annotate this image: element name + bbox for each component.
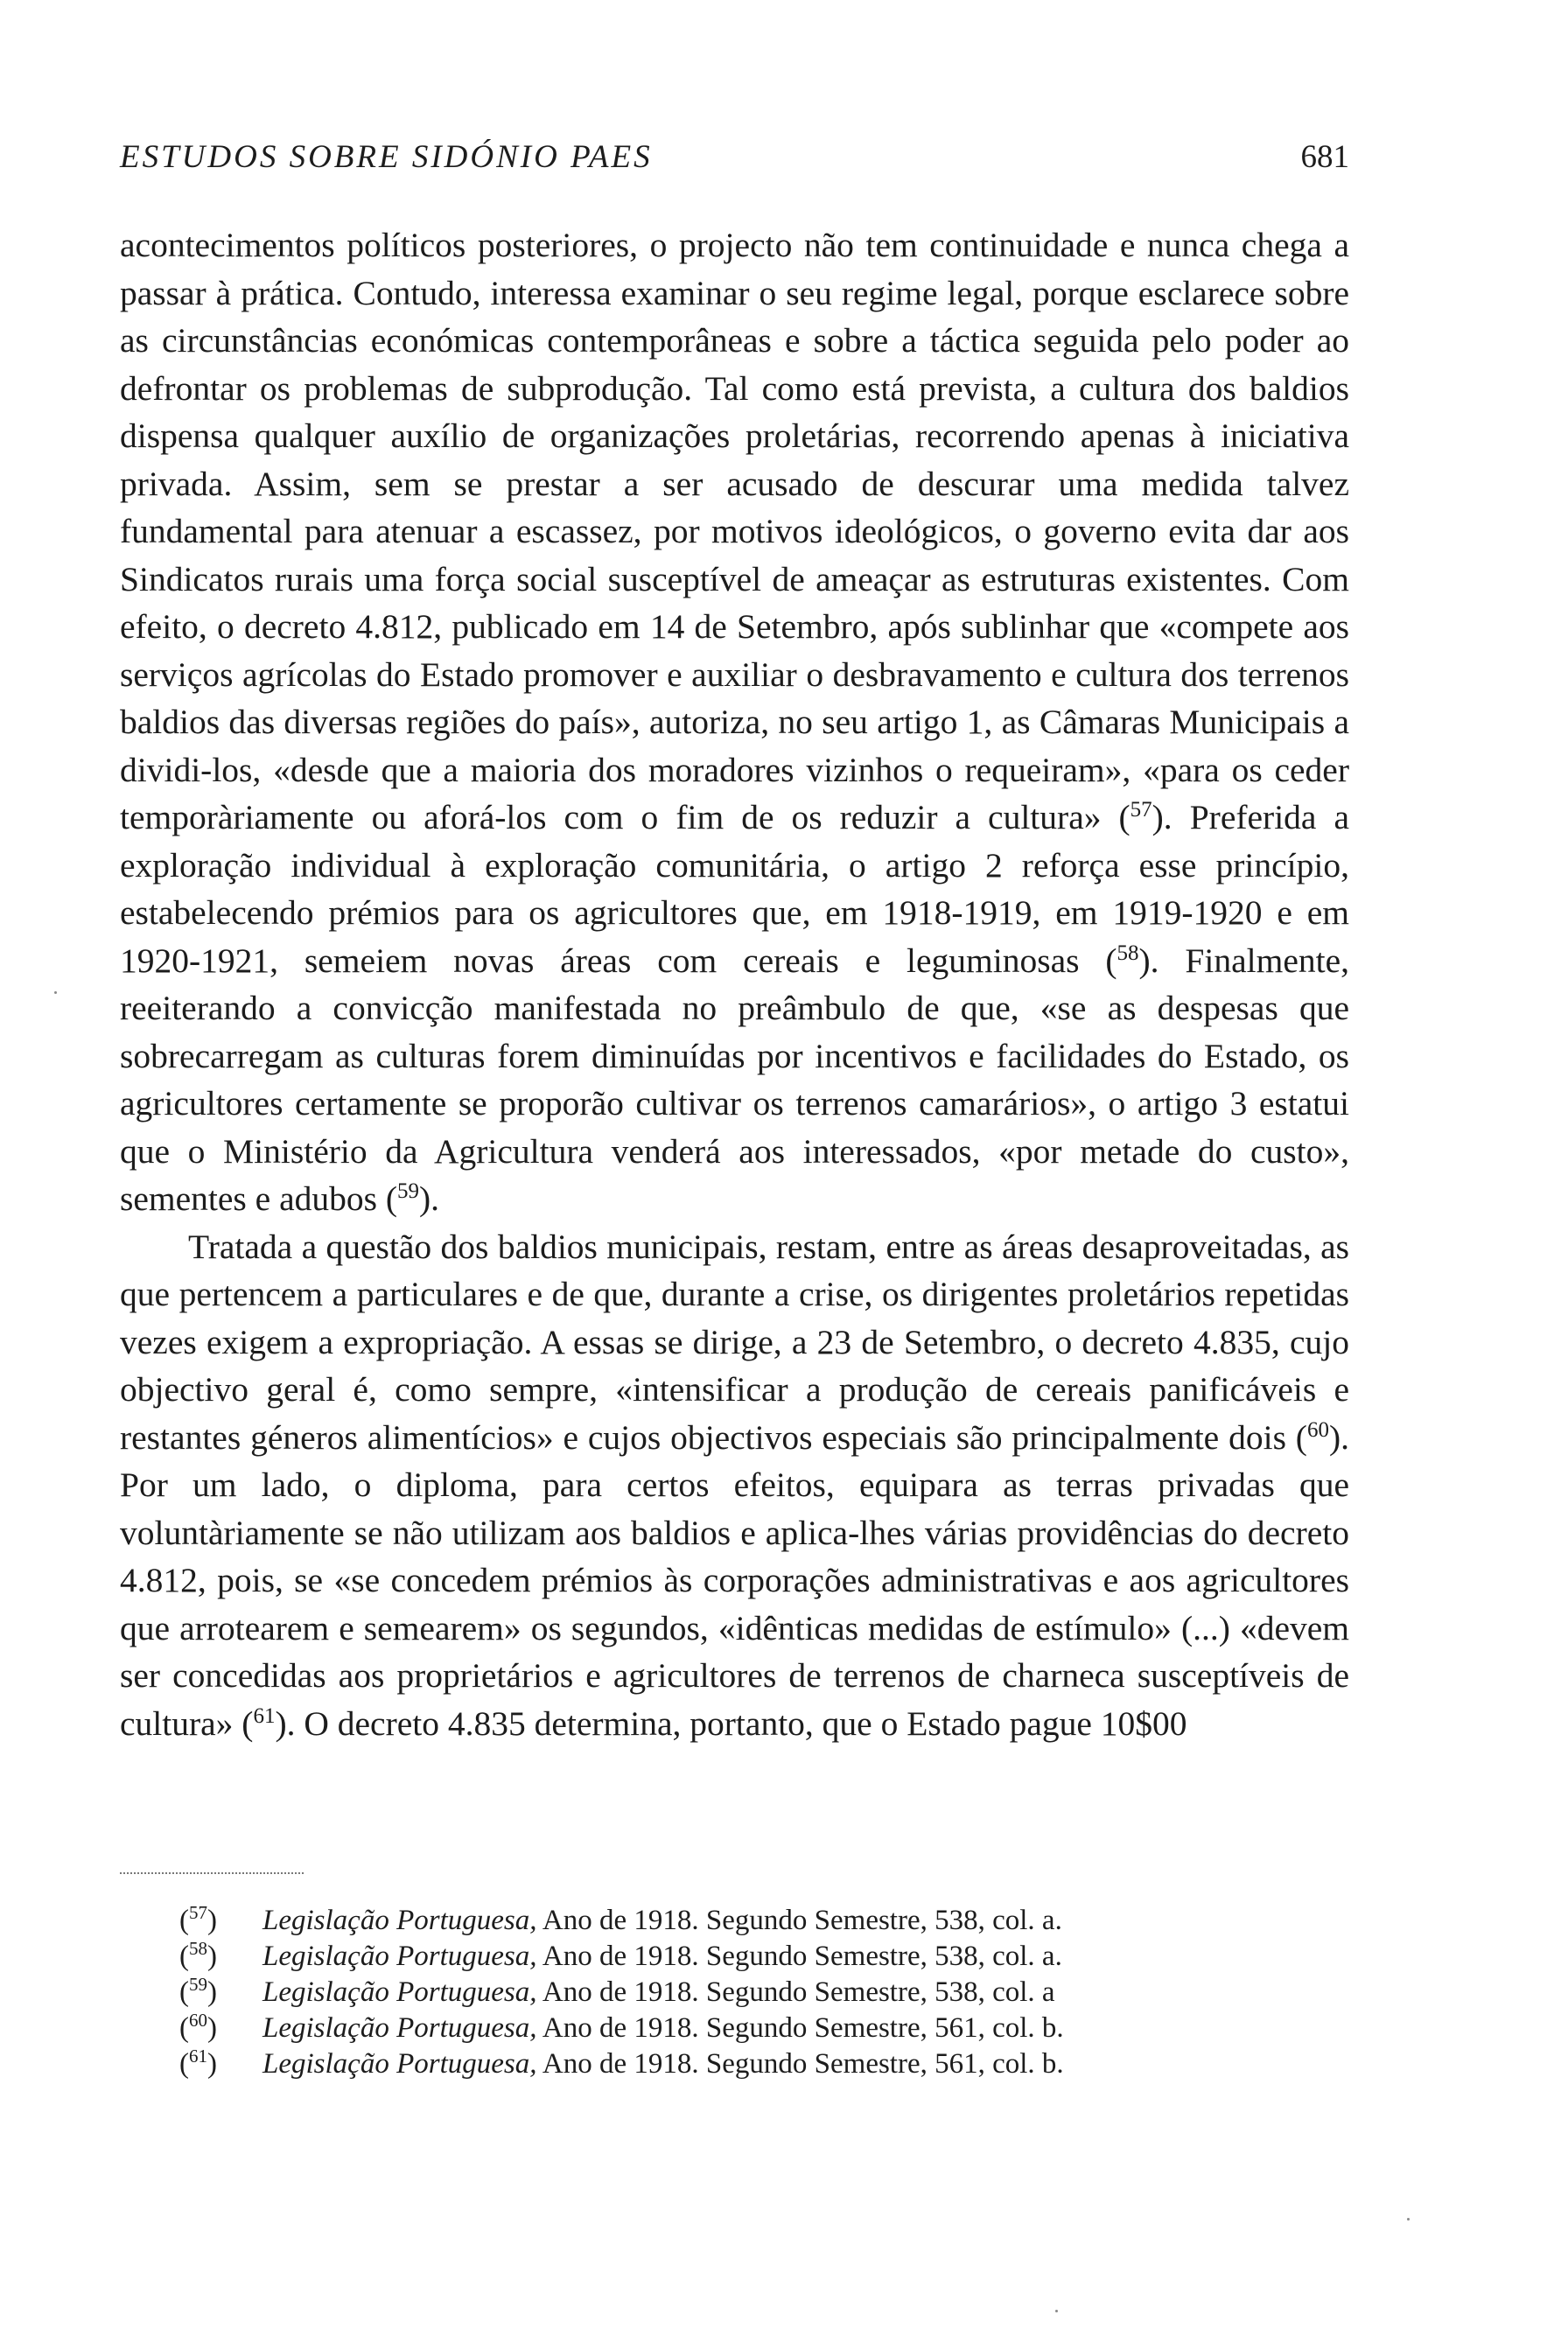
footnote-text: Ano de 1918. Segundo Semestre, 538, col. a. [542, 1905, 1062, 1936]
text-run: acontecimentos políticos posteriores, o projecto não tem continuidade e nunca chega a passar à prática. Contudo, interessa examinar o seu regime legal, porque esclarece sobre as circunstâncias económicas contemporâneas e sobre a táctica seguida pelo poder ao defrontar os problemas de subprodução. Tal como está prevista, a cultura dos baldios dispensa qualquer auxílio de organizações proletárias, recorrendo apenas à iniciativa privada. Assim, sem se prestar a ser acusado de descurar uma medida talvez fundamental para atenuar a escassez, por motivos ideológicos, o governo evita dar aos Sindicatos rurais uma força social susceptível de ameaçar as estruturas existentes. Com efeito, o decreto 4.812, publicado em 14 de Setembro, após sublinhar que «compete aos serviços agrícolas do Estado promover e auxiliar o desbravamento e cultura dos terrenos baldios das diversas regiões do país», autoriza, no seu artigo 1, as Câmaras Municipais a dividi-los, «desde que a maioria dos moradores vizinhos o requeiram», «para os ceder temporàriamente ou aforá-los com o fim de os reduzir a cultura» ( [120, 226, 1349, 836]
footnote [179, 2011, 1317, 2046]
footnote-reference: 61 [253, 1703, 276, 1728]
footnote-source: Legislação Portuguesa, [262, 2012, 537, 2044]
footnote-reference: 59 [397, 1178, 420, 1203]
paragraph [120, 1223, 1349, 1748]
footnote-text: Ano de 1918. Segundo Semestre, 561, col. b. [542, 2012, 1064, 2044]
footnote-number-value: 61 [189, 2046, 207, 2067]
text-run: ). [419, 1179, 440, 1218]
footnote-number: ($^{61}$) [179, 2046, 217, 2080]
scan-speck [1407, 2218, 1410, 2221]
scan-speck [1055, 2310, 1058, 2312]
footnote [179, 1903, 1317, 1939]
footnote-source: Legislação Portuguesa, [262, 1905, 537, 1936]
footnote-number: ($^{59}$) [179, 1974, 217, 2008]
text-run: ). Por um lado, o diploma, para certos efeitos, equipara as terras privadas que voluntàriamente se não utilizam aos baldios e aplica-lhes várias providências do decreto 4.812, pois, se «se concedem prémios às corporações administrativas e aos agricultores que arrotearem e semearem» os segundos, «idênticas medidas de estímulo» (...) «devem ser concedidas aos proprietários e agricultores de terrenos de charneca susceptíveis de cultura» ( [120, 1417, 1349, 1743]
footnote-number: ($^{58}$) [179, 1938, 217, 1972]
page-header [120, 138, 1349, 182]
text-run: ). O decreto 4.835 determina, portanto, que o Estado pague 10$00 [275, 1703, 1187, 1743]
footnote [179, 2046, 1317, 2082]
footnote-reference: 57 [1130, 797, 1152, 822]
text-run: ). Preferida a exploração individual à exploração comunitária, o artigo 2 reforça esse princípio, estabelecendo prémios para os agricultores que, em 1918-1919, em 1919-1920 e em 1920-1921, semeiem novas áreas com cereais e leguminosas ( [120, 798, 1350, 980]
footnote-number-value: 58 [189, 1938, 207, 1959]
footnote-number-value: 60 [189, 2010, 207, 2031]
footnote-number: ($^{57}$) [179, 1902, 217, 1936]
scan-speck [54, 991, 57, 994]
footnote-source: Legislação Portuguesa, [262, 2048, 537, 2080]
footnote-separator [120, 1872, 304, 1874]
footnote-number-value: 59 [189, 1974, 207, 1995]
footnote-source: Legislação Portuguesa, [262, 1976, 537, 2008]
footnote-reference: 60 [1306, 1417, 1329, 1442]
running-title: ESTUDOS SOBRE SIDÓNIO PAES [120, 139, 653, 175]
footnote-text: Ano de 1918. Segundo Semestre, 538, col. a [542, 1976, 1055, 2008]
footnote-number-value: 57 [189, 1902, 207, 1923]
page-number: 681 [1300, 139, 1349, 175]
footnote-source: Legislação Portuguesa, [262, 1941, 537, 1972]
text-run: ). Finalmente, reeiterando a convicção manifestada no preâmbulo de que, «se as despesas que sobrecarregam as culturas forem diminuídas por incentivos e facilidades do Estado, os agricultores certamente se proporão cultivar os terrenos camarários», o artigo 3 estatui que o Ministério da Agricultura venderá aos interessados, «por metade do custo», sementes e adubos ( [120, 941, 1349, 1218]
footnote-number: ($^{60}$) [179, 2010, 217, 2044]
paragraph [120, 221, 1349, 1223]
footnote-text: Ano de 1918. Segundo Semestre, 538, col. a. [542, 1941, 1062, 1972]
footnote-text: Ano de 1918. Segundo Semestre, 561, col. b. [542, 2048, 1064, 2080]
body-text [120, 221, 1349, 1747]
footnote-reference: 58 [1116, 941, 1139, 965]
footnote [179, 1975, 1317, 2011]
text-run: Tratada a questão dos baldios municipais, restam, entre as áreas desaproveitadas, as que pertencem a particulares e de que, durante a crise, os dirigentes proletários repetidas vezes exigem a expropriação. A essas se dirige, a 23 de Setembro, o decreto 4.835, cujo objectivo geral é, como sempre, «intensificar a produção de cereais panificáveis e restantes géneros alimentícios» e cujos objectivos especiais são principalmente dois ( [120, 1227, 1349, 1457]
footnote [179, 1939, 1317, 1975]
footnotes [179, 1903, 1317, 2082]
